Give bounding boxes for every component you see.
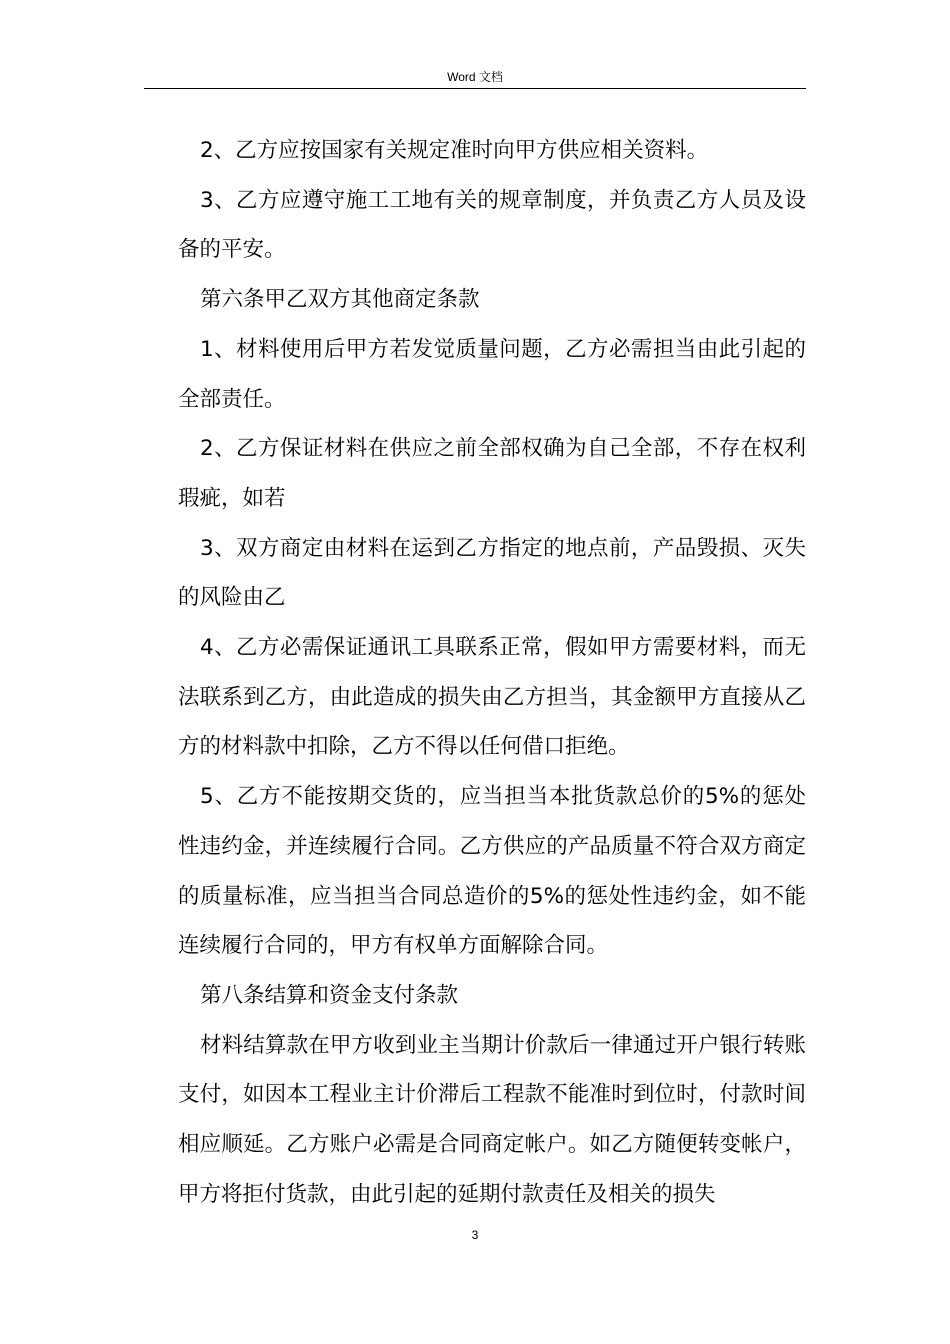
paragraph: 4、乙方必需保证通讯工具联系正常，假如甲方需要材料，而无法联系到乙方，由此造成的损失由乙方担当，其金额甲方直接从乙方的材料款中扣除，乙方不得以任何借口拒绝。 (178, 635, 806, 760)
document-body (178, 126, 806, 1219)
paragraph: 5、乙方不能按期交货的，应当担当本批货款总价的5%的惩处性违约金，并连续履行合同。乙方供应的产品质量不符合双方商定的质量标准，应当担当合同总造价的5%的惩处性违约金，如不能连续履行合同的，甲方有权单方面解除合同。 (178, 784, 806, 959)
section-heading: 第八条结算和资金支付条款 (200, 982, 459, 1008)
paragraph: 3、双方商定由材料在运到乙方指定的地点前，产品毁损、灭失的风险由乙 (178, 535, 806, 611)
page-header (144, 66, 806, 89)
section-heading: 第六条甲乙双方其他商定条款 (200, 287, 480, 313)
header-title: Word 文档 (447, 70, 503, 84)
paragraph: 3、乙方应遵守施工工地有关的规章制度，并负责乙方人员及设备的平安。 (178, 187, 806, 263)
page-number: 3 (471, 1228, 479, 1242)
paragraph: 2、乙方应按国家有关规定准时向甲方供应相关资料。 (200, 138, 709, 163)
paragraph: 1、材料使用后甲方若发觉质量问题，乙方必需担当由此引起的全部责任。 (178, 336, 806, 412)
paragraph: 材料结算款在甲方收到业主当期计价款后一律通过开户银行转账支付，如因本工程业主计价滞后工程款不能准时到位时，付款时间相应顺延。乙方账户必需是合同商定帐户。如乙方随便转变帐户，甲方将拒付货款，由此引起的延期付款责任及相关的损失 (178, 1032, 806, 1207)
paragraph: 2、乙方保证材料在供应之前全部权确为自己全部，不存在权利瑕疵，如若 (178, 436, 806, 511)
